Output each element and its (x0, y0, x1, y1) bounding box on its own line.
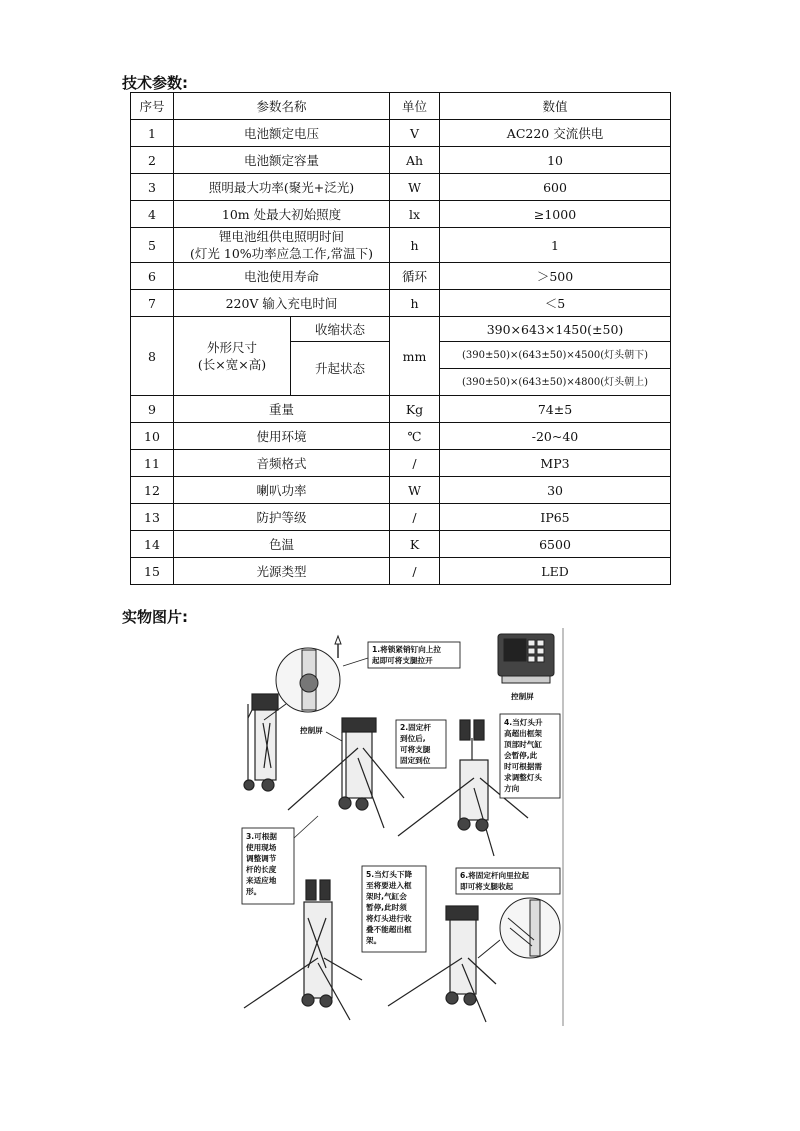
table-row (131, 531, 671, 558)
cell-no: 13 (131, 504, 174, 531)
cell-value: LED (440, 558, 671, 585)
cell-unit: / (390, 504, 440, 531)
cell-value: 1 (440, 228, 671, 263)
photos-heading: 实物图片: (122, 608, 188, 626)
cell-name: 重量 (174, 396, 390, 423)
cell-value: MP3 (440, 450, 671, 477)
step2-text-2: 到位后, (400, 734, 426, 743)
table-header-row (131, 93, 671, 120)
cell-name: 光源类型 (174, 558, 390, 585)
cell-name: 防护等级 (174, 504, 390, 531)
cell-name: 使用环境 (174, 423, 390, 450)
table-row (131, 450, 671, 477)
cell-no: 14 (131, 531, 174, 558)
cell-value: 10 (440, 147, 671, 174)
step4-text-3: 顶部时气缸 (504, 740, 542, 749)
step5-text-2: 至将要进入框 (366, 881, 412, 890)
cell-value: 74±5 (440, 396, 671, 423)
control-panel-icon (498, 634, 554, 683)
specs-heading: 技术参数: (122, 74, 188, 92)
step4-text-2: 高超出框架 (504, 729, 542, 738)
table-row (131, 504, 671, 531)
cell-unit: ℃ (390, 423, 440, 450)
cell-value: (390±50)×(643±50)×4500(灯头朝下) (440, 342, 671, 369)
step4-text-6: 求调整灯头 (504, 773, 542, 782)
cell-unit: h (390, 290, 440, 317)
cell-no: 6 (131, 263, 174, 290)
step2-text-3: 可将支腿 (400, 745, 431, 754)
step6-text-1: 6.将固定杆向里拉起 (460, 871, 529, 880)
step3-text-3: 调整调节 (246, 854, 277, 863)
cell-no: 11 (131, 450, 174, 477)
step2-text-1: 2.固定杆 (400, 723, 431, 732)
step2-callout (396, 720, 446, 768)
cell-value: AC220 交流供电 (440, 120, 671, 147)
cell-unit: / (390, 450, 440, 477)
cell-value: (390±50)×(643±50)×4800(灯头朝上) (440, 369, 671, 396)
step5-text-3: 架时,气缸会 (366, 892, 407, 901)
step3-text-2: 使用现场 (246, 843, 277, 852)
cell-no: 8 (131, 317, 174, 396)
step2-text-4: 固定到位 (400, 756, 431, 765)
table-row (131, 423, 671, 450)
cell-unit: V (390, 120, 440, 147)
step6-callout (456, 868, 560, 894)
table-row (131, 174, 671, 201)
cell-name-line: 外形尺寸 (206, 340, 257, 355)
light-tower-illustration (238, 628, 564, 1026)
table-row (131, 147, 671, 174)
table-row (131, 201, 671, 228)
header-no: 序号 (131, 93, 174, 120)
cell-name: 10m 处最大初始照度 (174, 201, 390, 228)
cell-unit: Kg (390, 396, 440, 423)
cell-no: 5 (131, 228, 174, 263)
step1-text-1: 1.将锁紧销钉向上拉 (372, 645, 441, 654)
cell-name (174, 228, 390, 263)
table-row (131, 290, 671, 317)
cell-name: 喇叭功率 (174, 477, 390, 504)
step5-text-7: 架。 (366, 936, 382, 945)
cell-value: -20~40 (440, 423, 671, 450)
cell-no: 15 (131, 558, 174, 585)
table-row (131, 477, 671, 504)
cell-unit: / (390, 558, 440, 585)
step4-text-4: 会暂停,此 (504, 751, 538, 760)
cell-value: IP65 (440, 504, 671, 531)
fixing-rod-detail (478, 898, 560, 958)
cell-value: 6500 (440, 531, 671, 558)
cell-state-retracted: 收缩状态 (291, 317, 390, 342)
cell-unit: W (390, 477, 440, 504)
header-unit: 单位 (390, 93, 440, 120)
cell-value: 390×643×1450(±50) (440, 317, 671, 342)
cell-state-raised: 升起状态 (291, 342, 390, 396)
step1-callout (343, 642, 460, 668)
cell-no: 3 (131, 174, 174, 201)
cell-value: 600 (440, 174, 671, 201)
cell-value: ＜5 (440, 290, 671, 317)
cell-no: 2 (131, 147, 174, 174)
cell-value: ≥1000 (440, 201, 671, 228)
cell-unit: K (390, 531, 440, 558)
cell-unit: W (390, 174, 440, 201)
header-name: 参数名称 (174, 93, 390, 120)
table-row (131, 396, 671, 423)
step3-text-6: 形。 (246, 887, 262, 896)
cell-name: 照明最大功率(聚光+泛光) (174, 174, 390, 201)
cell-name-line: (灯光 10%功率应急工作,常温下) (190, 246, 373, 261)
table-row (131, 228, 671, 263)
step1-text-2: 起即可将支腿拉开 (372, 656, 433, 665)
cell-name: 电池额定电压 (174, 120, 390, 147)
cell-name (174, 317, 291, 396)
table-row (131, 120, 671, 147)
cell-unit: Ah (390, 147, 440, 174)
cell-no: 9 (131, 396, 174, 423)
step4-text-5: 时可根据需 (504, 762, 542, 771)
cell-name-line: 锂电池组供电照明时间 (219, 229, 345, 244)
cell-no: 10 (131, 423, 174, 450)
cell-no: 12 (131, 477, 174, 504)
step5-text-4: 暂停,此时须 (366, 903, 407, 912)
cell-name: 电池使用寿命 (174, 263, 390, 290)
cell-unit: h (390, 228, 440, 263)
step4-text-7: 方向 (504, 784, 520, 793)
cell-unit: lx (390, 201, 440, 228)
cell-name: 色温 (174, 531, 390, 558)
step4-callout (500, 714, 560, 798)
step5-text-1: 5.当灯头下降 (366, 870, 413, 879)
cell-no: 7 (131, 290, 174, 317)
step3-text-1: 3.可根据 (246, 832, 277, 841)
cell-name-line: (长×宽×高) (197, 357, 267, 372)
step5-callout (362, 866, 426, 952)
cell-name: 音频格式 (174, 450, 390, 477)
cell-value: 30 (440, 477, 671, 504)
table-row (131, 263, 671, 290)
cell-unit: mm (390, 317, 440, 396)
cell-name: 电池额定容量 (174, 147, 390, 174)
cell-unit: 循环 (390, 263, 440, 290)
table-row (131, 558, 671, 585)
cell-value: ＞500 (440, 263, 671, 290)
cell-no: 1 (131, 120, 174, 147)
step3-text-4: 杆的长度 (246, 865, 277, 874)
header-value: 数值 (440, 93, 671, 120)
step5-text-5: 将灯头进行收 (366, 914, 412, 923)
cell-no: 4 (131, 201, 174, 228)
step5-text-6: 叠不能超出框 (366, 925, 412, 934)
step6-text-2: 即可将支腿收起 (460, 882, 514, 891)
control-screen-label: 控制屏 (300, 726, 323, 735)
step3-text-5: 来适应地 (246, 876, 277, 885)
control-panel-label: 控制屏 (511, 692, 534, 701)
cell-name: 220V 输入充电时间 (174, 290, 390, 317)
table-row (131, 317, 671, 342)
spec-table (130, 92, 671, 585)
tower-folded-icon (244, 694, 278, 791)
step4-text-1: 4.当灯头升 (504, 718, 543, 727)
